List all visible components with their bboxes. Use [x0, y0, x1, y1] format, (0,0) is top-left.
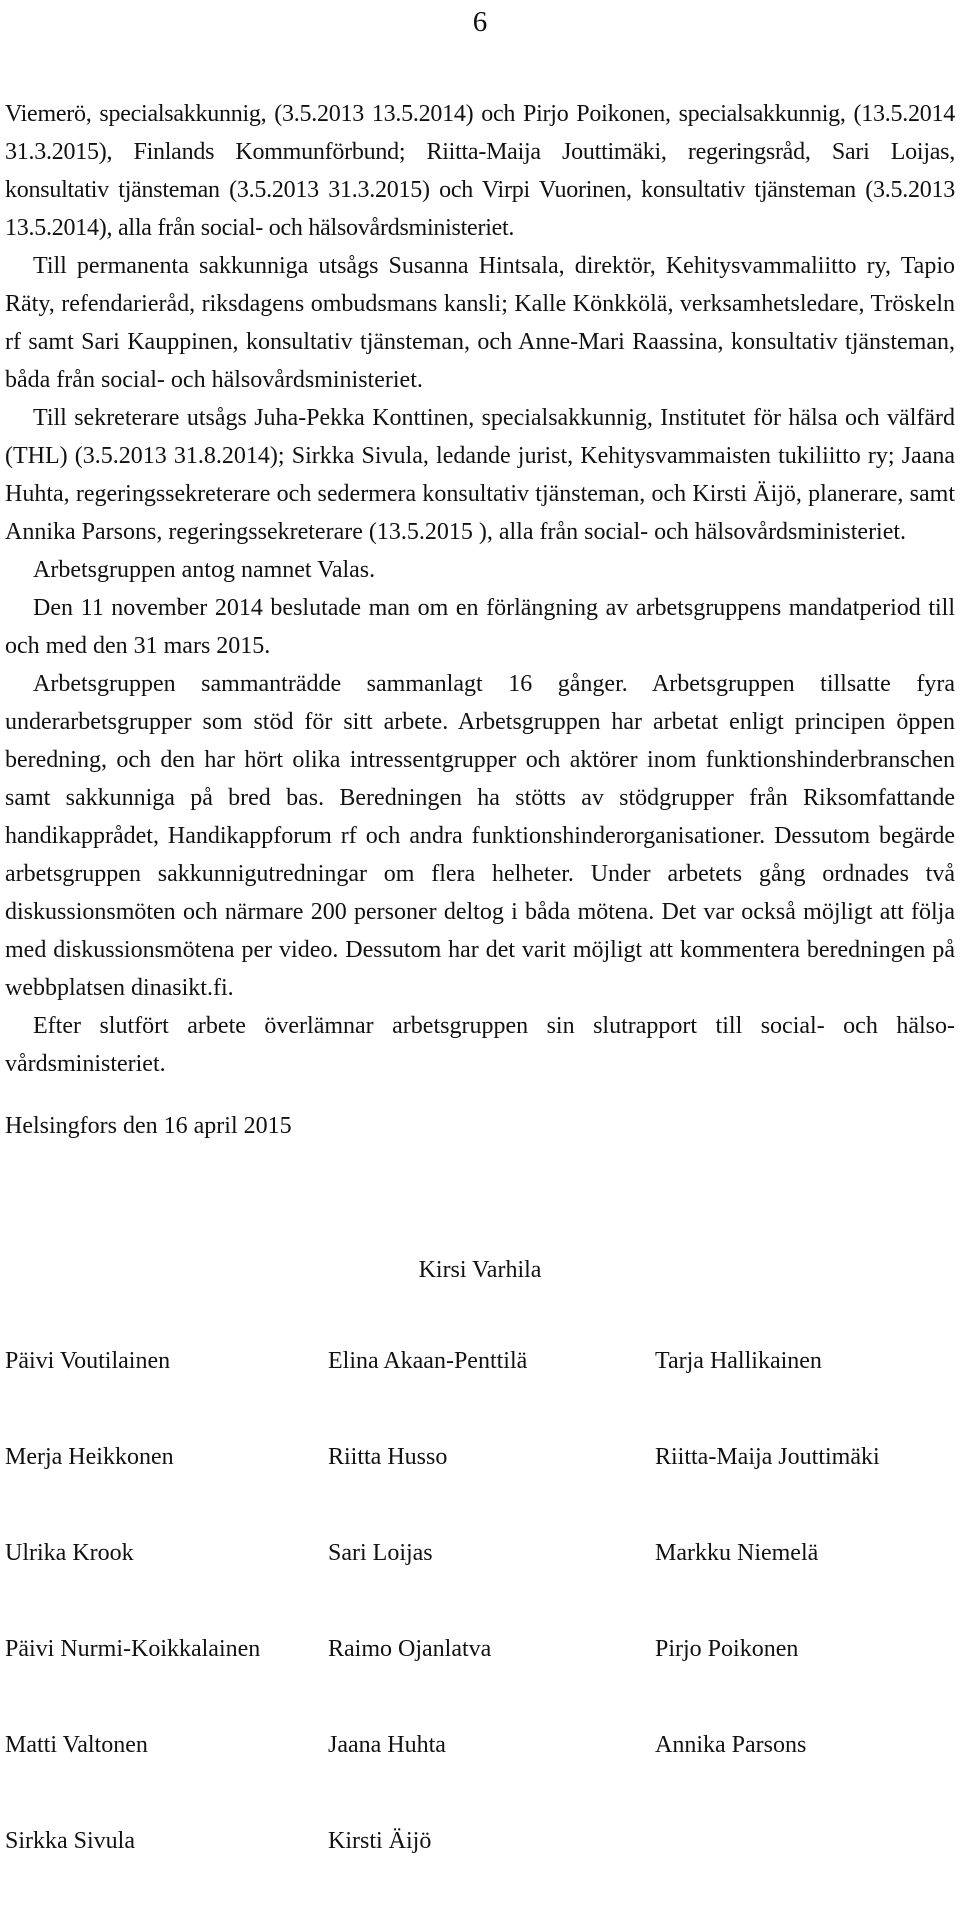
member-name: Riitta-Maija Jouttimäki [655, 1444, 880, 1470]
member-name: Riitta Husso [328, 1444, 448, 1470]
member-name: Kirsti Äijö [328, 1828, 432, 1854]
member-name: Päivi Voutilainen [5, 1348, 171, 1374]
paragraph-extension: Den 11 november 2014 beslutade man om en förlängning av arbetsgruppens mandatperiod till och med den 31 mars 2015. [5, 595, 955, 659]
paragraph-members-intro: Viemerö, specialsakkunnig, (3.5.2013 13.5.2014) och Pirjo Poikonen, specialsakkunnig, (13.5.2014 31.3.2015), Finlands Kommunförbund; Riitta-Maija Jouttimäki, regeringsråd, Sari Loijas, konsultativ tjänsteman (3.5.2013 31.3.2015) och Virpi Vuorinen, konsultativ tjänsteman (3.5.2013 13.5.2014), alla från social- och hälsovårdsministeriet. [5, 101, 955, 241]
page-number: 6 [472, 6, 488, 38]
member-name: Tarja Hallikainen [655, 1348, 822, 1374]
place-date: Helsingfors den 16 april 2015 [5, 1113, 292, 1139]
body-text [5, 95, 955, 1083]
paragraph-permanent-experts: Till permanenta sakkunniga utsågs Susanna Hintsala, direktör, Kehitysvammaliitto ry, Tapio Räty, refendarieråd, riksdagens ombudsmans kansli; Kalle Könkkölä, verksamhetsledare, Tröskeln rf samt Sari Kauppinen, konsultativ tjänsteman, och Anne-Mari Raassina, konsultativ tjänsteman, båda från social- och hälsovårdsministeriet. [5, 253, 955, 393]
member-name: Elina Akaan-Penttilä [328, 1348, 528, 1374]
paragraph-meetings: Arbetsgruppen sammanträdde sammanlagt 16 gånger. Arbetsgruppen tillsatte fyra underarbetsgrupper som stöd för sitt arbete. Arbetsgruppen har arbetat enligt principen öppen beredning, och den har hört olika intressentgrupper och aktörer inom funktionshinderbranschen samt sakkunniga på bred bas. Beredningen ha stötts av stödgrupper från Riksomfattande handikapprådet, Handikappforum rf och andra funktionshinderorganisationer. Dessutom begärde arbetsgruppen sakkunnigutredningar om flera helheter. Under arbetets gång ordnades två diskussionsmöten och närmare 200 personer deltog i båda mötena. Det var också möjligt att följa med diskussionsmötena per video. Dessutom har det varit möjligt att kommentera beredningen på webbplatsen dinasikt.fi. [5, 671, 955, 1001]
member-name: Pirjo Poikonen [655, 1636, 799, 1662]
member-name: Annika Parsons [655, 1732, 807, 1758]
paragraph-final-report: Efter slutfört arbete överlämnar arbetsgruppen sin slutrapport till social- och hälsovårdsministeriet. [5, 1013, 955, 1077]
member-signatures [5, 1345, 955, 1921]
member-name: Ulrika Krook [5, 1540, 134, 1566]
chair-signature-name: Kirsi Varhila [418, 1257, 542, 1283]
member-name: Sari Loijas [328, 1540, 433, 1566]
member-name: Sirkka Sivula [5, 1828, 135, 1854]
paragraph-secretaries: Till sekreterare utsågs Juha-Pekka Konttinen, specialsakkunnig, Institutet för hälsa och välfärd (THL) (3.5.2013 31.8.2014); Sirkka Sivula, ledande jurist, Kehitysvammaisten tukiliitto ry; Jaana Huhta, regeringssekreterare och sedermera konsultativ tjänsteman, och Kirsti Äijö, planerare, samt Annika Parsons, regeringssekreterare (13.5.2015 ), alla från social- och hälsovårdsministeriet. [5, 405, 955, 545]
member-name: Raimo Ojanlatva [328, 1636, 492, 1662]
member-name: Matti Valtonen [5, 1732, 148, 1758]
paragraph-group-name: Arbetsgruppen antog namnet Valas. [33, 557, 376, 583]
member-name: Päivi Nurmi-Koikkalainen [5, 1636, 261, 1662]
member-name: Markku Niemelä [655, 1540, 819, 1566]
member-name: Merja Heikkonen [5, 1444, 174, 1470]
member-name: Jaana Huhta [328, 1732, 446, 1758]
